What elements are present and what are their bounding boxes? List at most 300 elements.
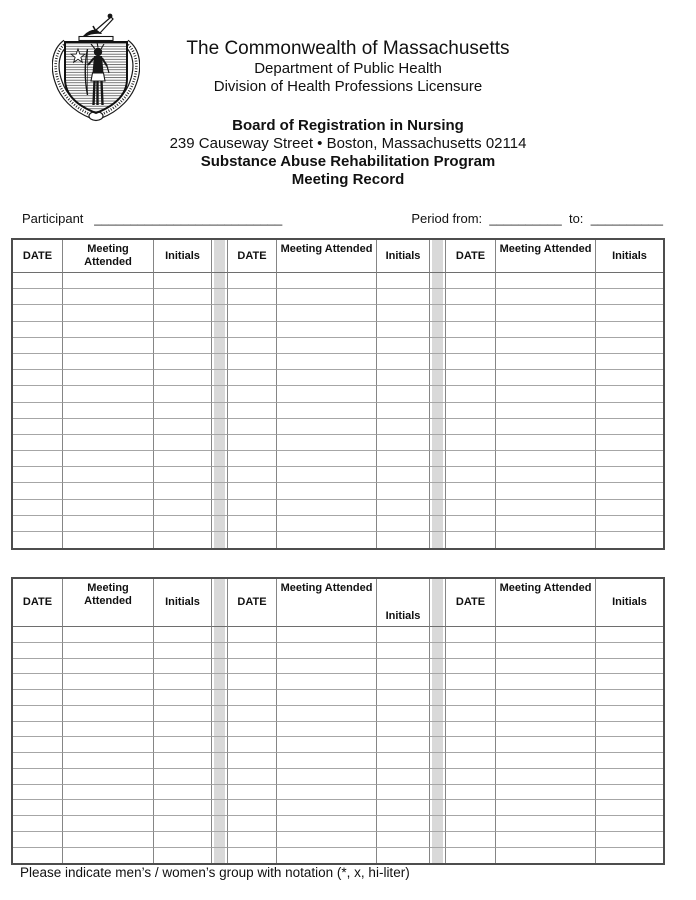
entry-cell[interactable]: [63, 532, 154, 548]
entry-cell[interactable]: [496, 500, 596, 516]
entry-cell[interactable]: [13, 722, 63, 738]
entry-cell[interactable]: [63, 753, 154, 769]
entry-cell[interactable]: [496, 706, 596, 722]
entry-cell[interactable]: [154, 674, 211, 690]
entry-cell[interactable]: [228, 800, 277, 816]
entry-cell[interactable]: [596, 273, 663, 289]
entry-cell[interactable]: [277, 674, 377, 690]
entry-cell[interactable]: [596, 386, 663, 402]
table-spacer: [429, 643, 446, 659]
entry-cell[interactable]: [277, 467, 377, 483]
entry-cell[interactable]: [277, 690, 377, 706]
entry-cell[interactable]: [596, 500, 663, 516]
entry-cell[interactable]: [377, 769, 429, 785]
entry-cell[interactable]: [377, 419, 429, 435]
entry-cell[interactable]: [13, 800, 63, 816]
entry-cell[interactable]: [496, 848, 596, 864]
entry-cell[interactable]: [277, 305, 377, 321]
entry-cell[interactable]: [377, 338, 429, 354]
entry-cell[interactable]: [277, 848, 377, 864]
entry-cell[interactable]: [63, 419, 154, 435]
entry-cell[interactable]: [596, 403, 663, 419]
entry-cell[interactable]: [228, 338, 277, 354]
entry-cell[interactable]: [277, 322, 377, 338]
entry-cell[interactable]: [596, 753, 663, 769]
entry-cell[interactable]: [496, 403, 596, 419]
entry-cell[interactable]: [228, 690, 277, 706]
table-spacer: [211, 338, 228, 354]
entry-cell[interactable]: [596, 467, 663, 483]
entry-cell[interactable]: [446, 289, 496, 305]
entry-cell[interactable]: [228, 674, 277, 690]
entry-cell[interactable]: [446, 500, 496, 516]
entry-cell[interactable]: [446, 467, 496, 483]
entry-cell[interactable]: [277, 516, 377, 532]
entry-cell[interactable]: [277, 800, 377, 816]
entry-cell[interactable]: [63, 769, 154, 785]
entry-cell[interactable]: [496, 322, 596, 338]
entry-cell[interactable]: [377, 706, 429, 722]
entry-cell[interactable]: [277, 451, 377, 467]
entry-cell[interactable]: [277, 289, 377, 305]
entry-cell[interactable]: [496, 435, 596, 451]
entry-cell[interactable]: [377, 305, 429, 321]
entry-cell[interactable]: [446, 706, 496, 722]
entry-cell[interactable]: [63, 338, 154, 354]
entry-cell[interactable]: [446, 769, 496, 785]
entry-cell[interactable]: [13, 370, 63, 386]
entry-cell[interactable]: [496, 386, 596, 402]
entry-cell[interactable]: [596, 832, 663, 848]
entry-cell[interactable]: [377, 800, 429, 816]
date-column-header: DATE: [228, 240, 277, 273]
entry-cell[interactable]: [446, 753, 496, 769]
entry-cell[interactable]: [13, 451, 63, 467]
entry-cell[interactable]: [446, 659, 496, 675]
entry-cell[interactable]: [154, 419, 211, 435]
entry-cell[interactable]: [277, 722, 377, 738]
entry-cell[interactable]: [228, 832, 277, 848]
entry-cell[interactable]: [13, 338, 63, 354]
entry-cell[interactable]: [446, 419, 496, 435]
entry-cell[interactable]: [277, 832, 377, 848]
entry-cell[interactable]: [63, 659, 154, 675]
entry-cell[interactable]: [154, 753, 211, 769]
entry-cell[interactable]: [13, 753, 63, 769]
entry-cell[interactable]: [228, 467, 277, 483]
entry-cell[interactable]: [596, 483, 663, 499]
meeting-record-table-top: [11, 238, 665, 550]
entry-cell[interactable]: [154, 532, 211, 548]
entry-cell[interactable]: [63, 516, 154, 532]
entry-cell[interactable]: [496, 753, 596, 769]
entry-cell[interactable]: [13, 289, 63, 305]
entry-cell[interactable]: [277, 769, 377, 785]
entry-cell[interactable]: [228, 737, 277, 753]
entry-cell[interactable]: [154, 289, 211, 305]
entry-cell[interactable]: [63, 322, 154, 338]
entry-cell[interactable]: [154, 467, 211, 483]
entry-cell[interactable]: [377, 785, 429, 801]
entry-cell[interactable]: [446, 322, 496, 338]
entry-cell[interactable]: [446, 643, 496, 659]
entry-cell[interactable]: [377, 627, 429, 643]
entry-cell[interactable]: [496, 737, 596, 753]
entry-cell[interactable]: [63, 289, 154, 305]
entry-cell[interactable]: [228, 785, 277, 801]
entry-cell[interactable]: [63, 706, 154, 722]
entry-cell[interactable]: [154, 516, 211, 532]
entry-cell[interactable]: [496, 516, 596, 532]
entry-cell[interactable]: [277, 435, 377, 451]
entry-cell[interactable]: [63, 832, 154, 848]
entry-cell[interactable]: [446, 370, 496, 386]
entry-cell[interactable]: [496, 832, 596, 848]
entry-cell[interactable]: [154, 354, 211, 370]
entry-cell[interactable]: [154, 500, 211, 516]
entry-cell[interactable]: [13, 483, 63, 499]
entry-cell[interactable]: [63, 674, 154, 690]
entry-cell[interactable]: [377, 289, 429, 305]
entry-cell[interactable]: [377, 753, 429, 769]
entry-cell[interactable]: [377, 403, 429, 419]
entry-cell[interactable]: [228, 322, 277, 338]
entry-cell[interactable]: [277, 643, 377, 659]
entry-cell[interactable]: [13, 435, 63, 451]
entry-cell[interactable]: [63, 273, 154, 289]
entry-cell[interactable]: [446, 737, 496, 753]
entry-cell[interactable]: [377, 832, 429, 848]
entry-cell[interactable]: [277, 816, 377, 832]
entry-cell[interactable]: [154, 273, 211, 289]
entry-cell[interactable]: [63, 627, 154, 643]
entry-cell[interactable]: [596, 435, 663, 451]
entry-cell[interactable]: [496, 722, 596, 738]
entry-cell[interactable]: [63, 451, 154, 467]
entry-cell[interactable]: [63, 785, 154, 801]
entry-cell[interactable]: [13, 532, 63, 548]
entry-cell[interactable]: [377, 516, 429, 532]
entry-cell[interactable]: [63, 386, 154, 402]
entry-cell[interactable]: [13, 674, 63, 690]
entry-cell[interactable]: [154, 816, 211, 832]
table-spacer: [429, 516, 446, 532]
entry-cell[interactable]: [596, 338, 663, 354]
entry-cell[interactable]: [496, 273, 596, 289]
entry-cell[interactable]: [277, 403, 377, 419]
entry-cell[interactable]: [228, 706, 277, 722]
entry-cell[interactable]: [277, 706, 377, 722]
entry-cell[interactable]: [277, 500, 377, 516]
entry-cell[interactable]: [596, 800, 663, 816]
entry-cell[interactable]: [13, 643, 63, 659]
entry-cell[interactable]: [13, 419, 63, 435]
entry-cell[interactable]: [13, 785, 63, 801]
program-title: Substance Abuse Rehabilitation Program: [200, 153, 496, 170]
entry-cell[interactable]: [496, 674, 596, 690]
entry-cell[interactable]: [596, 659, 663, 675]
entry-cell[interactable]: [496, 785, 596, 801]
entry-cell[interactable]: [228, 659, 277, 675]
entry-cell[interactable]: [154, 706, 211, 722]
entry-cell[interactable]: [446, 816, 496, 832]
entry-cell[interactable]: [446, 403, 496, 419]
entry-cell[interactable]: [228, 753, 277, 769]
entry-cell[interactable]: [228, 500, 277, 516]
entry-cell[interactable]: [277, 659, 377, 675]
entry-cell[interactable]: [228, 769, 277, 785]
entry-cell[interactable]: [446, 386, 496, 402]
entry-cell[interactable]: [377, 370, 429, 386]
entry-cell[interactable]: [228, 386, 277, 402]
entry-cell[interactable]: [277, 273, 377, 289]
entry-cell[interactable]: [446, 516, 496, 532]
entry-cell[interactable]: [154, 305, 211, 321]
entry-cell[interactable]: [13, 737, 63, 753]
entry-cell[interactable]: [63, 800, 154, 816]
entry-cell[interactable]: [63, 467, 154, 483]
entry-cell[interactable]: [63, 500, 154, 516]
entry-cell[interactable]: [228, 848, 277, 864]
entry-cell[interactable]: [277, 532, 377, 548]
period-from-label: Period from:: [411, 211, 483, 226]
entry-cell[interactable]: [446, 785, 496, 801]
entry-cell[interactable]: [596, 643, 663, 659]
entry-cell[interactable]: [63, 354, 154, 370]
entry-cell[interactable]: [228, 722, 277, 738]
entry-cell[interactable]: [277, 753, 377, 769]
entry-cell[interactable]: [13, 816, 63, 832]
entry-cell[interactable]: [154, 769, 211, 785]
entry-cell[interactable]: [377, 674, 429, 690]
entry-cell[interactable]: [154, 386, 211, 402]
entry-cell[interactable]: [228, 816, 277, 832]
entry-cell[interactable]: [496, 532, 596, 548]
entry-cell[interactable]: [277, 370, 377, 386]
entry-cell[interactable]: [377, 848, 429, 864]
period-to-blank-field[interactable]: __________: [590, 211, 663, 226]
entry-cell[interactable]: [228, 403, 277, 419]
entry-cell[interactable]: [13, 354, 63, 370]
entry-cell[interactable]: [377, 690, 429, 706]
entry-cell[interactable]: [13, 386, 63, 402]
entry-cell[interactable]: [228, 483, 277, 499]
entry-cell[interactable]: [596, 674, 663, 690]
entry-cell[interactable]: [446, 674, 496, 690]
entry-cell[interactable]: [596, 419, 663, 435]
entry-cell[interactable]: [154, 451, 211, 467]
entry-cell[interactable]: [596, 532, 663, 548]
entry-cell[interactable]: [63, 643, 154, 659]
entry-cell[interactable]: [596, 451, 663, 467]
entry-cell[interactable]: [446, 800, 496, 816]
entry-cell[interactable]: [13, 706, 63, 722]
entry-cell[interactable]: [496, 305, 596, 321]
entry-cell[interactable]: [63, 370, 154, 386]
entry-cell[interactable]: [377, 532, 429, 548]
entry-cell[interactable]: [13, 516, 63, 532]
entry-cell[interactable]: [154, 370, 211, 386]
entry-cell[interactable]: [446, 273, 496, 289]
entry-cell[interactable]: [446, 435, 496, 451]
entry-cell[interactable]: [228, 419, 277, 435]
entry-cell[interactable]: [596, 816, 663, 832]
entry-cell[interactable]: [63, 403, 154, 419]
entry-cell[interactable]: [496, 354, 596, 370]
entry-cell[interactable]: [496, 338, 596, 354]
period-from-blank-field[interactable]: __________: [489, 211, 562, 226]
entry-cell[interactable]: [13, 832, 63, 848]
entry-cell[interactable]: [277, 785, 377, 801]
entry-cell[interactable]: [596, 737, 663, 753]
entry-cell[interactable]: [377, 354, 429, 370]
entry-cell[interactable]: [596, 722, 663, 738]
entry-cell[interactable]: [154, 403, 211, 419]
entry-cell[interactable]: [277, 386, 377, 402]
entry-cell[interactable]: [63, 722, 154, 738]
entry-cell[interactable]: [63, 483, 154, 499]
entry-cell[interactable]: [228, 643, 277, 659]
entry-cell[interactable]: [496, 816, 596, 832]
entry-cell[interactable]: [63, 816, 154, 832]
entry-cell[interactable]: [63, 737, 154, 753]
entry-cell[interactable]: [377, 322, 429, 338]
entry-cell[interactable]: [446, 690, 496, 706]
entry-cell[interactable]: [277, 737, 377, 753]
entry-cell[interactable]: [154, 722, 211, 738]
entry-cell[interactable]: [154, 737, 211, 753]
entry-cell[interactable]: [228, 289, 277, 305]
entry-cell[interactable]: [496, 451, 596, 467]
entry-cell[interactable]: [596, 690, 663, 706]
entry-cell[interactable]: [596, 848, 663, 864]
entry-cell[interactable]: [277, 338, 377, 354]
entry-cell[interactable]: [154, 659, 211, 675]
entry-cell[interactable]: [377, 386, 429, 402]
entry-cell[interactable]: [13, 627, 63, 643]
entry-cell[interactable]: [496, 370, 596, 386]
entry-cell[interactable]: [63, 305, 154, 321]
entry-cell[interactable]: [496, 289, 596, 305]
entry-cell[interactable]: [596, 289, 663, 305]
entry-cell[interactable]: [13, 769, 63, 785]
entry-cell[interactable]: [377, 816, 429, 832]
entry-cell[interactable]: [13, 659, 63, 675]
entry-cell[interactable]: [154, 800, 211, 816]
entry-cell[interactable]: [228, 532, 277, 548]
entry-cell[interactable]: [446, 354, 496, 370]
entry-cell[interactable]: [596, 785, 663, 801]
entry-cell[interactable]: [13, 273, 63, 289]
entry-cell[interactable]: [228, 273, 277, 289]
entry-cell[interactable]: [228, 627, 277, 643]
entry-cell[interactable]: [496, 483, 596, 499]
entry-cell[interactable]: [446, 483, 496, 499]
entry-cell[interactable]: [63, 848, 154, 864]
entry-cell[interactable]: [596, 516, 663, 532]
entry-cell[interactable]: [446, 305, 496, 321]
entry-cell[interactable]: [277, 354, 377, 370]
entry-cell[interactable]: [377, 435, 429, 451]
participant-blank-field[interactable]: __________________________: [94, 211, 283, 226]
entry-cell[interactable]: [154, 832, 211, 848]
entry-cell[interactable]: [154, 338, 211, 354]
entry-cell[interactable]: [446, 722, 496, 738]
entry-cell[interactable]: [446, 848, 496, 864]
table-spacer: [429, 354, 446, 370]
entry-cell[interactable]: [496, 769, 596, 785]
entry-cell[interactable]: [13, 848, 63, 864]
entry-cell[interactable]: [377, 659, 429, 675]
entry-cell[interactable]: [377, 483, 429, 499]
entry-cell[interactable]: [154, 627, 211, 643]
entry-cell[interactable]: [377, 273, 429, 289]
entry-cell[interactable]: [13, 690, 63, 706]
entry-cell[interactable]: [228, 305, 277, 321]
entry-cell[interactable]: [377, 722, 429, 738]
entry-cell[interactable]: [496, 419, 596, 435]
entry-cell[interactable]: [446, 832, 496, 848]
entry-cell[interactable]: [377, 737, 429, 753]
entry-cell[interactable]: [13, 305, 63, 321]
entry-cell[interactable]: [446, 338, 496, 354]
entry-cell[interactable]: [596, 769, 663, 785]
entry-cell[interactable]: [496, 467, 596, 483]
entry-cell[interactable]: [154, 435, 211, 451]
entry-cell[interactable]: [596, 354, 663, 370]
entry-cell[interactable]: [63, 690, 154, 706]
entry-cell[interactable]: [496, 659, 596, 675]
entry-cell[interactable]: [13, 467, 63, 483]
entry-cell[interactable]: [377, 643, 429, 659]
entry-cell[interactable]: [154, 690, 211, 706]
entry-cell[interactable]: [228, 516, 277, 532]
entry-cell[interactable]: [496, 800, 596, 816]
entry-cell[interactable]: [228, 370, 277, 386]
entry-cell[interactable]: [154, 483, 211, 499]
entry-cell[interactable]: [377, 467, 429, 483]
entry-cell[interactable]: [596, 322, 663, 338]
entry-cell[interactable]: [154, 322, 211, 338]
entry-cell[interactable]: [277, 483, 377, 499]
entry-cell[interactable]: [154, 785, 211, 801]
entry-cell[interactable]: [228, 435, 277, 451]
entry-cell[interactable]: [596, 706, 663, 722]
entry-cell[interactable]: [277, 419, 377, 435]
entry-cell[interactable]: [154, 848, 211, 864]
entry-cell[interactable]: [596, 627, 663, 643]
entry-cell[interactable]: [446, 451, 496, 467]
entry-cell[interactable]: [228, 451, 277, 467]
entry-cell[interactable]: [596, 370, 663, 386]
entry-cell[interactable]: [596, 305, 663, 321]
entry-cell[interactable]: [446, 532, 496, 548]
entry-cell[interactable]: [13, 322, 63, 338]
entry-cell[interactable]: [154, 643, 211, 659]
entry-cell[interactable]: [377, 451, 429, 467]
entry-cell[interactable]: [277, 627, 377, 643]
entry-cell[interactable]: [496, 643, 596, 659]
entry-cell[interactable]: [377, 500, 429, 516]
date-column-header: DATE: [446, 579, 496, 627]
entry-cell[interactable]: [228, 354, 277, 370]
entry-cell[interactable]: [13, 403, 63, 419]
entry-cell[interactable]: [496, 690, 596, 706]
entry-cell[interactable]: [13, 500, 63, 516]
entry-cell[interactable]: [496, 627, 596, 643]
entry-cell[interactable]: [446, 627, 496, 643]
entry-cell[interactable]: [63, 435, 154, 451]
